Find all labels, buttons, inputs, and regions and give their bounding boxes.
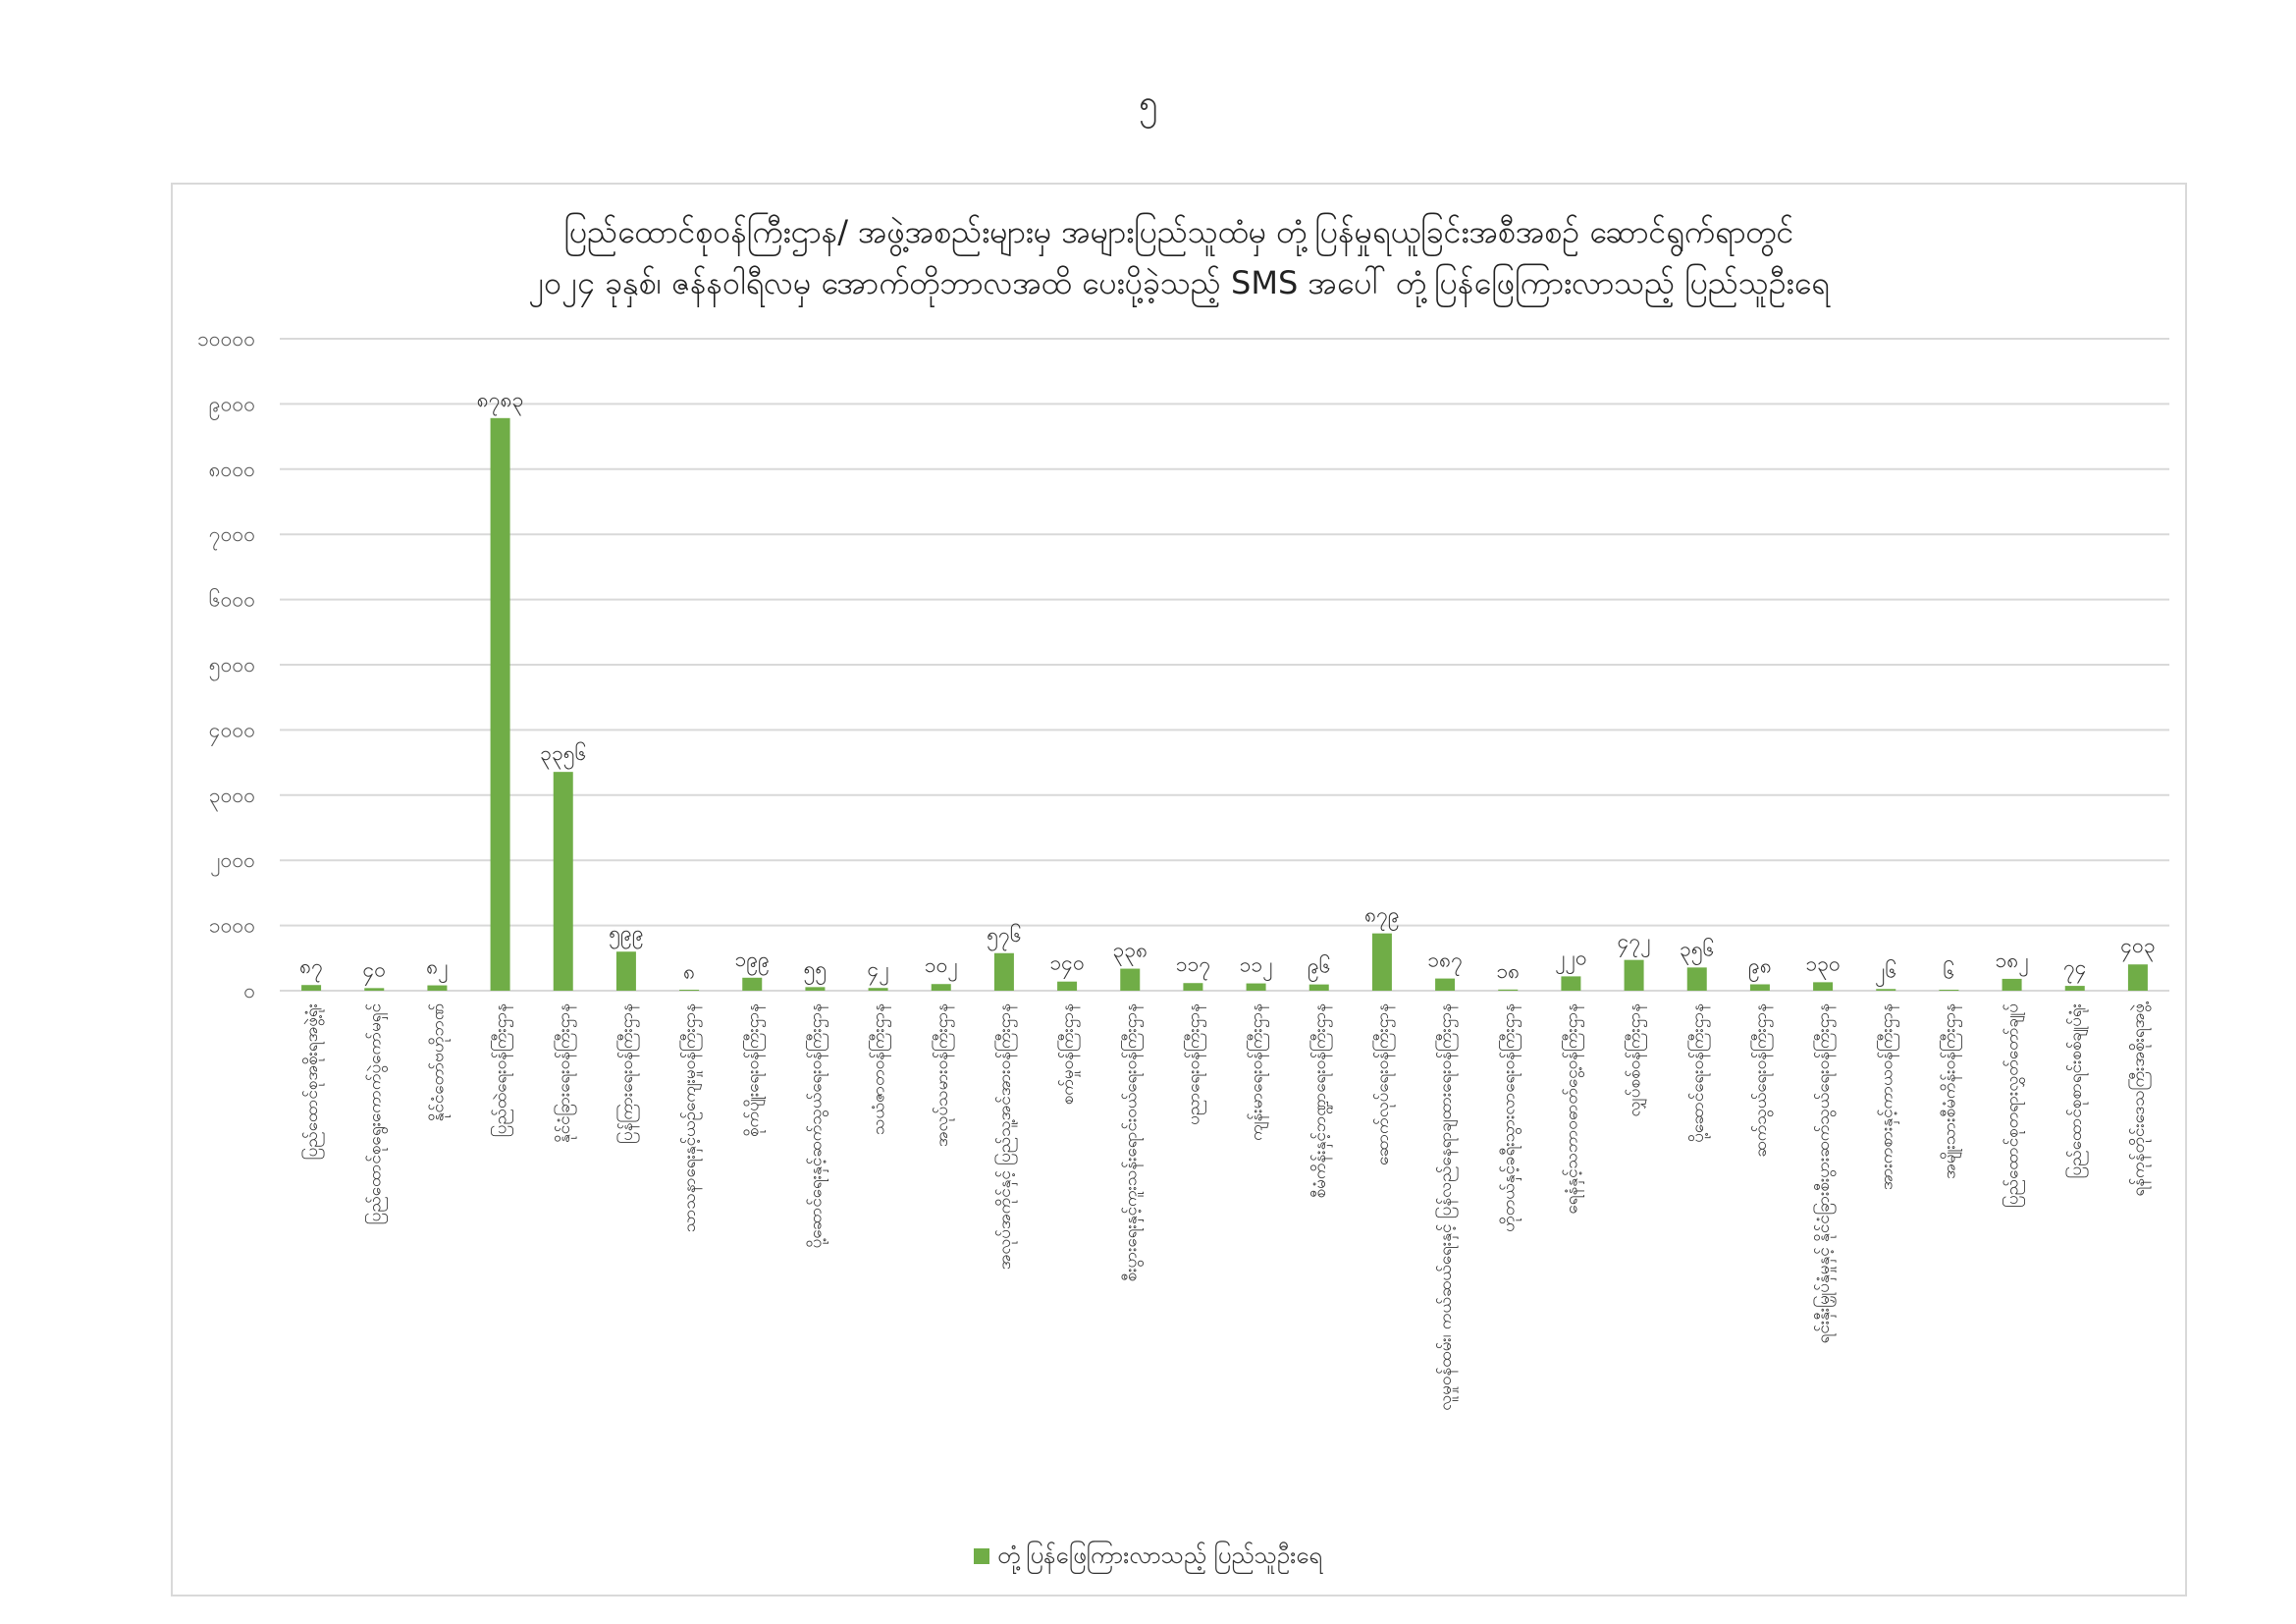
bar [805, 987, 825, 991]
y-tick-label: ၉၀၀၀ [208, 392, 255, 416]
y-tick-label: ၇၀၀၀ [208, 522, 255, 547]
x-tick-label: အားကစားနှင့်ကာယဝန်ကြီးဌာန [1877, 1003, 1897, 1191]
x-tick-label: ပြည်ထောင်စုအစိုးရအဖွဲ့ရုံး [302, 1003, 323, 1161]
data-label: ၈၇၈၃ [476, 387, 524, 411]
bar [2002, 979, 2022, 991]
bar [1057, 982, 1077, 991]
x-tick-label: ဆက်သွယ်ရေးဝန်ကြီးဌာန [1750, 1003, 1771, 1158]
data-label: ၁၁၇ [1175, 952, 1211, 977]
data-label: ၄၂ [867, 957, 889, 982]
chart-title-line-2: ၂၀၂၄ ခုနှစ်၊ ဇန်နဝါရီလမှ အောက်တိုဘာလအထိ ပေးပို့ခဲ့သည့် SMS အပေါ် တုံ့ပြန်ဖြေကြားလာသည့် ပြည်သူဦးရေ [528, 264, 1830, 301]
data-label: ၁၀၂ [924, 953, 958, 978]
chart-title-line-1: ပြည်ထောင်စုဝန်ကြီးဌာန/ အဖွဲ့အစည်းများမှ အများပြည်သူထံမှ တုံ့ပြန်မှုရယူခြင်းအစီအစဉ် ဆောင်ရွက်ရာတွင် [563, 213, 1794, 250]
bar [1625, 960, 1644, 991]
bar [616, 951, 636, 991]
legend [0, 1540, 2296, 1575]
x-tick-label: ပြည်ထောင်စုရွေးကောက်ပွဲကော်မရှင် [365, 1003, 386, 1225]
x-tick-label: ရန်ကုန်တိုင်းဒေသကြီးအစိုးရအဖွဲ့ [2128, 1003, 2149, 1197]
data-label: ၇၄ [2062, 955, 2087, 980]
data-label: ၅၅ [803, 956, 828, 981]
x-tick-label: အလုပ်သမားဝန်ကြီးဌာန [932, 1003, 952, 1148]
bar [1372, 934, 1392, 991]
y-tick-label: ၁၀၀၀၀ [196, 327, 255, 351]
bar [427, 986, 447, 991]
x-tick-label: ပြည်ထောင်စုစာရင်းစစ်ချုပ်ရုံး [2065, 1003, 2086, 1179]
x-tick-label: ကျန်းမာရေးဝန်ကြီးဌာန [1247, 1003, 1267, 1141]
bar [2128, 964, 2148, 991]
bar [1876, 989, 1896, 991]
data-label: ၁၈၂ [1995, 947, 2029, 972]
data-label: ၅၉၉ [609, 921, 644, 946]
bar [869, 988, 888, 991]
x-tick-label: ပညာရေးဝန်ကြီးဌာန [1184, 1003, 1204, 1125]
x-tick-label: ဆောက်လုပ်ရေးဝန်ကြီးဌာန [1372, 1003, 1393, 1165]
data-label: ၅၇၆ [987, 922, 1022, 947]
data-label: ၂၆ [1875, 958, 1897, 983]
y-tick-label: ၅၀၀၀ [208, 653, 255, 677]
bar [301, 985, 321, 991]
x-tick-label: ပို့ဆောင်ရေးနှင့်ဆက်သွယ်ရေးဝန်ကြီးဌာန [806, 1003, 827, 1249]
data-label: ၄၀၃ [2120, 934, 2156, 958]
x-tick-label: လူမှုဝန်ထမ်း၊ ကယ်ဆယ်ရေးနှင့် ပြန်လည်နေရာချထားရေးဝန်ကြီးဌာန [1436, 1003, 1457, 1411]
x-tick-label: နိုင်ငံခြားရေးဝန်ကြီးဌာန [554, 1003, 574, 1144]
data-label: ၆ [1943, 959, 1955, 984]
x-tick-label: ပြည်ထောင်စုတရားလွှတ်တော်ချုပ် [2002, 1003, 2023, 1208]
bar [1939, 990, 1958, 991]
x-tick-label: အမျိုးသားစီမံကိန်းဝန်ကြီးဌာန [1940, 1003, 1960, 1179]
data-label: ၉၈ [1748, 953, 1772, 978]
data-label: ၁၃၀ [1805, 951, 1841, 976]
x-axis-labels [300, 1001, 2152, 1410]
data-label: ၁၉၉ [734, 947, 770, 971]
y-tick-label: ၁၀၀၀ [208, 913, 255, 938]
x-tick-label: အလုပ်အကိုင်နှင့် ပြည်သူ့အင်အားဝန်ကြီးဌာန [994, 1003, 1015, 1271]
x-tick-label: ရေနံနှင့်သဘာဝဓာတ်ငွေ့ဝန်ကြီးဌာန [1562, 1003, 1582, 1215]
data-label: ၁၈ [1496, 958, 1521, 983]
y-tick-label: ၆၀၀၀ [208, 587, 255, 612]
bar [2065, 986, 2085, 991]
bar [1183, 983, 1202, 991]
legend-label: တုံ့ပြန်ဖြေကြားလာသည့် ပြည်သူဦးရေ [996, 1542, 1323, 1569]
data-labels [299, 388, 2155, 987]
data-label: ၃၃၈ [1112, 938, 1148, 962]
bar [1498, 990, 1518, 991]
bar [1247, 984, 1266, 991]
x-tick-label: ပို့ဆောင်ရေးဝန်ကြီးဌာန [1687, 1003, 1708, 1143]
bar [1687, 967, 1707, 991]
y-tick-label: ၂၀၀၀ [210, 848, 255, 873]
x-tick-label: ပြည်ထဲရေးဝန်ကြီးဌာန [491, 1003, 511, 1138]
y-tick-label: ၄၀၀၀ [208, 718, 255, 742]
data-label: ၁၈၇ [1427, 947, 1463, 972]
bar [679, 990, 699, 991]
x-tick-label: စီမံကိန်းနှင့်ဘဏ္ဍာရေးဝန်ကြီးဌာန [1309, 1003, 1330, 1199]
x-tick-label: သယံဇာတဝန်ကြီးဌာန [869, 1003, 889, 1135]
x-tick-label: ဟိုတယ်နှင့်ခရီးသွားလာရေးဝန်ကြီးဌာန [1499, 1003, 1520, 1232]
data-label: ၈ [683, 959, 696, 984]
bar [932, 984, 951, 991]
data-label: ၃၃၅၆ [540, 741, 587, 766]
data-label: ၈၇၉ [1364, 902, 1400, 927]
data-label: ၃၅၆ [1680, 937, 1715, 961]
x-tick-label: သာသနာရေးနှင့်ယဉ်ကျေးမှုဝန်ကြီးဌာန [680, 1003, 701, 1233]
bar [742, 978, 762, 991]
bar [1309, 985, 1329, 991]
x-tick-label: လျှပ်စစ်ဝန်ကြီးဌာန [1625, 1003, 1645, 1117]
bar [1120, 969, 1140, 991]
y-tick-label: ၃၀၀၀ [208, 783, 255, 807]
x-tick-label: စိုက်ပျိုးရေးဝန်ကြီးဌာန [743, 1003, 764, 1138]
bar [1435, 979, 1455, 991]
y-tick-label: ၈၀၀၀ [208, 457, 255, 481]
page-number: ၅ [1138, 83, 1158, 123]
x-tick-label: နိုင်ငံတော်ဗဟိုဘဏ် [428, 1003, 449, 1122]
bar [1561, 976, 1580, 991]
legend-swatch [974, 1548, 989, 1564]
x-tick-label: စီးပွားရေးနှင့်ကူးသန်းရောင်းဝယ်ရေးဝန်ကြီးဌာန [1121, 1003, 1142, 1282]
bar [1750, 984, 1770, 991]
x-tick-label: ရင်းနှီးမြှုပ်နှံမှုနှင့် နိုင်ငံခြားစီးပွားဆက်သွယ်ရေးဝန်ကြီးဌာန [1814, 1003, 1835, 1344]
bar [994, 953, 1014, 991]
data-label: ၈၇ [299, 954, 323, 979]
y-tick-label: ၀ [243, 979, 255, 1002]
bars [301, 418, 2148, 991]
data-label: ၁၁၂ [1239, 952, 1273, 977]
data-label: ၂၂၀ [1555, 946, 1587, 970]
data-label: ၈၂ [426, 954, 449, 979]
y-axis-ticks [197, 327, 255, 1002]
bar [364, 988, 384, 991]
data-label: ၄၀ [362, 957, 387, 982]
bar [554, 772, 573, 991]
bar [1813, 982, 1833, 991]
data-label: ၉၆ [1307, 953, 1331, 978]
x-tick-label: ပြန်ကြားရေးဝန်ကြီးဌာန [616, 1003, 637, 1144]
data-label: ၁၄၀ [1049, 950, 1085, 975]
x-tick-label: စက်မှုဝန်ကြီးဌာန [1058, 1003, 1079, 1106]
data-label: ၄၇၂ [1617, 929, 1651, 953]
bar [491, 418, 510, 991]
